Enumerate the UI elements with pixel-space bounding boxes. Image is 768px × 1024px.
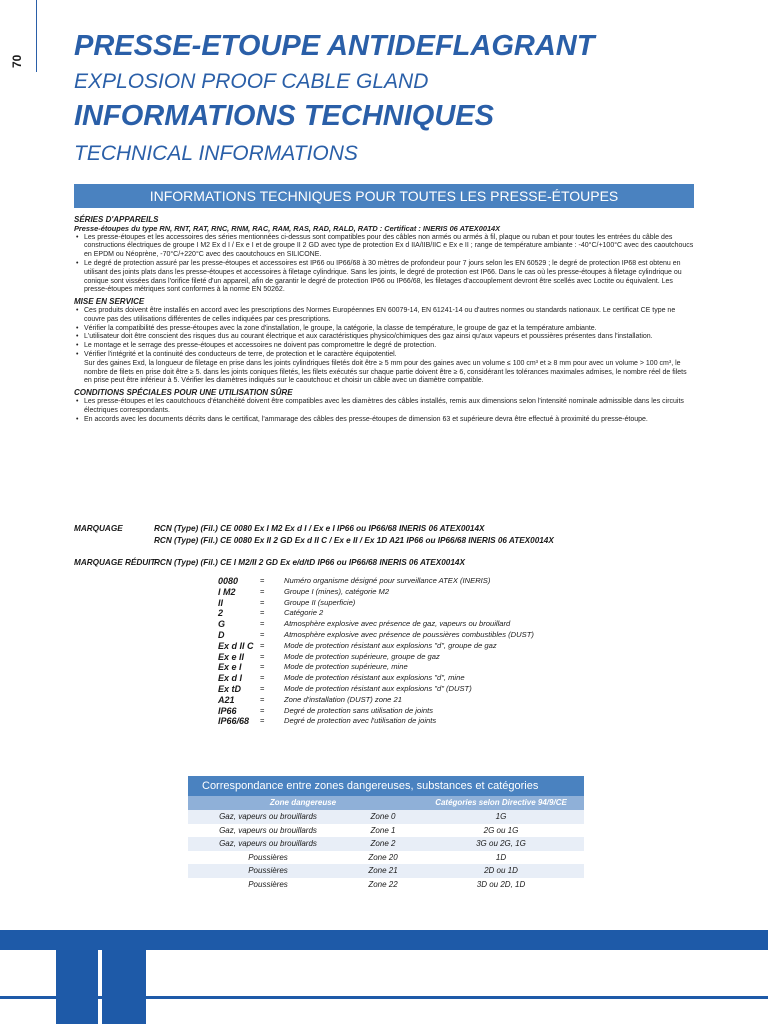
cell-category: 2G ou 1G xyxy=(483,825,519,835)
marquage-label: MARQUAGE xyxy=(74,524,123,533)
legend-code: IP66 xyxy=(218,705,237,716)
legend-equals: = xyxy=(260,586,265,596)
header-categories: Catégories selon Directive 94/9/CE xyxy=(435,798,567,807)
cell-substance: Poussières xyxy=(248,866,288,875)
legend-description: Mode de protection résistant aux explosions "d", mine xyxy=(284,673,465,683)
table-row xyxy=(188,851,584,865)
legend-code: I M2 xyxy=(218,586,236,597)
legend-equals: = xyxy=(260,683,265,693)
series-heading: SÉRIES D'APPAREILS xyxy=(74,215,159,224)
table-title: Correspondance entre zones dangereuses, substances et catégories xyxy=(188,776,584,796)
list-item: • Les presse-étoupes et les accessoires des séries mentionnées ci-dessus sont compatibles pour des câbles non armés ou armés à fil, plaque ou ruban et pour toutes les entrées du câble des constructions électriques de groupe I M2 Ex d I / Ex e I et de groupe II 2 GD avec type de protection Ex d IIA/IIB/IIC e Ex e II ; range de température ambiante : -40°C/+100°C avec des caoutchoucs en EPDM ou Néoprène, -70°C/+220°C avec des caoutchoucs en SILICONE. xyxy=(74,234,696,260)
subtitle-fr: INFORMATIONS TECHNIQUES xyxy=(74,100,494,132)
table-row xyxy=(188,810,584,824)
cell-category: 3G ou 2G, 1G xyxy=(476,839,526,848)
list-item: • Vérifier la compatibilité des presse-étoupes avec la zone d'installation, le groupe, la catégorie, la classe de température, le groupe de gaz et la température ambiante. xyxy=(74,325,696,334)
legend-description: Degré de protection sans utilisation de joints xyxy=(284,705,434,715)
legend-equals: = xyxy=(260,673,265,683)
cell-category: 2D ou 1D xyxy=(484,866,518,875)
cell-zone: Zone 20 xyxy=(368,852,398,862)
footer-separator xyxy=(98,950,102,1024)
legend-code: Ex d I xyxy=(218,673,243,684)
table-row xyxy=(188,864,584,878)
legend-equals: = xyxy=(260,576,265,585)
legend-code: A21 xyxy=(218,694,235,705)
legend-description: Zone d'installation (DUST) zone 21 xyxy=(284,694,402,704)
title-en: EXPLOSION PROOF CABLE GLAND xyxy=(74,70,429,93)
header-rule xyxy=(36,0,37,72)
table-row xyxy=(188,837,584,851)
legend-equals: = xyxy=(260,651,265,661)
cell-category: 3D ou 2D, 1D xyxy=(476,879,526,889)
legend-code: 0080 xyxy=(218,576,239,586)
cell-zone: Zone 22 xyxy=(368,879,398,889)
marquage-reduit-line: RCN (Type) (Fil.) CE I M2/II 2 GD Ex e/d/tD IP66 ou IP66/68 INERIS 06 ATEX0014X xyxy=(154,558,465,567)
footer-band xyxy=(0,930,768,950)
legend-equals: = xyxy=(260,640,265,650)
list-item: • Vérifier l'intégrité et la continuité des conducteurs de terre, de protection et le caractère équipotentiel. xyxy=(74,351,696,360)
cell-substance: Gaz, vapeurs ou brouillards xyxy=(219,812,317,821)
legend-row xyxy=(218,619,534,630)
legend-row xyxy=(218,630,534,641)
legend-equals: = xyxy=(260,629,265,639)
legend-description: Mode de protection résistant aux explosions "d" (DUST) xyxy=(284,683,472,693)
legend-row xyxy=(218,608,534,619)
cell-zone: Zone 2 xyxy=(370,839,396,848)
legend-description: Groupe I (mines), catégorie M2 xyxy=(284,586,390,596)
title-fr: PRESSE-ETOUPE ANTIDEFLAGRANT xyxy=(74,30,595,62)
conditions-heading: CONDITIONS SPÉCIALES POUR UNE UTILISATION SÛRE xyxy=(74,388,293,398)
legend-row xyxy=(218,576,534,587)
legend-code: D xyxy=(218,629,225,640)
legend-row xyxy=(218,587,534,598)
legend-description: Atmosphère explosive avec présence de poussières combustibles (DUST) xyxy=(284,629,534,639)
legend-row xyxy=(218,598,534,609)
legend-row xyxy=(218,641,534,652)
section-banner: INFORMATIONS TECHNIQUES POUR TOUTES LES PRESSE-ÉTOUPES xyxy=(74,184,694,208)
marking-legend xyxy=(218,576,534,727)
legend-equals: = xyxy=(260,705,265,715)
body-text xyxy=(74,216,696,424)
legend-equals: = xyxy=(260,619,265,629)
marquage-reduit-label: MARQUAGE RÉDUIT xyxy=(74,558,156,567)
list-item: • En accords avec les documents décrits dans le certificat, l'ammarage des câbles des presse-étoupes de dimension 63 et supérieure devra être effectué à proximité du presse-étoupe. xyxy=(74,416,696,425)
conditions-list xyxy=(74,398,696,424)
legend-code: Ex d II C xyxy=(218,640,254,651)
legend-description: Catégorie 2 xyxy=(284,608,324,618)
cell-category: 1G xyxy=(495,812,507,821)
legend-description: Atmosphère explosive avec présence de gaz, vapeurs ou brouillard xyxy=(284,619,511,629)
series-list xyxy=(74,234,696,296)
cell-substance: Gaz, vapeurs ou brouillards xyxy=(219,825,317,835)
list-item: • L'utilisateur doit être conscient des risques dus au courant électrique et aux caractéristiques physico/chimiques des gaz ainsi qu'aux vapeurs et poussières présentes dans l'installation. xyxy=(74,333,696,342)
list-item: • Le montage et le serrage des presse-étoupes et accessoires ne doivent pas compromettre le degré de protection. xyxy=(74,342,696,351)
marquage-line-2: RCN (Type) (Fil.) CE 0080 Ex II 2 GD Ex d II C / Ex e II / Ex 1D A21 IP66 ou IP66/68 INERIS 06 ATEX0014X xyxy=(154,536,554,545)
legend-description: Mode de protection résistant aux explosions "d", groupe de gaz xyxy=(284,640,497,650)
legend-code: 2 xyxy=(218,608,224,619)
page-number: 70 xyxy=(10,54,24,68)
legend-code: Ex tD xyxy=(218,683,242,694)
legend-code: Ex e I xyxy=(218,662,242,673)
list-item: • Ces produits doivent être installés en accord avec les prescriptions des Normes Européennes EN 60079-14, EN 61241-14 ou d'autres normes ou standards nationaux. Le certificat CE type ne couvre pas des utilisations différentes de celles indiquées par ces prescriptions. xyxy=(74,307,696,325)
legend-row xyxy=(218,706,534,717)
cell-zone: Zone 0 xyxy=(370,812,396,821)
legend-row xyxy=(218,673,534,684)
marquage-line-1: RCN (Type) (Fil.) CE 0080 Ex I M2 Ex d I / Ex e I IP66 ou IP66/68 INERIS 06 ATEX0014X xyxy=(154,524,485,533)
series-subheading: Presse-étoupes du type RN, RNT, RAT, RNC, RNM, RAC, RAM, RAS, RAD, RALD, RATD : Certificat : INERIS 06 ATEX0014X xyxy=(74,223,501,233)
legend-equals: = xyxy=(260,597,265,607)
list-item: Sur des gaines Exd, la longueur de filetage en prise dans les joints cylindriques filetés doit être ≥ 5 mm pour des gaines avec un volume ≤ 100 cm³ et ≥ 8 mm pour avec un volume > 100 cm³, le nombre de filets en prise doit être ≥ 5. dans les joints coniques filetés, les filets exécutés sur chaque partie doivent être ≥ 6, considérant les tolérances maximales admises, le nombre réel de filets en prise peut être inférieur à 5. Vérifier les diamètres indiqués sur le caoutchouc et choisir un câble avec un diamètre compatible. xyxy=(84,359,687,385)
legend-row xyxy=(218,662,534,673)
legend-equals: = xyxy=(260,694,265,704)
legend-equals: = xyxy=(260,662,265,672)
legend-row xyxy=(218,684,534,695)
zones-table xyxy=(188,776,584,891)
header-zone: Zone dangereuse xyxy=(269,798,337,807)
legend-description: Mode de protection supérieure, mine xyxy=(284,662,408,672)
table-row xyxy=(188,878,584,892)
cell-substance: Gaz, vapeurs ou brouillards xyxy=(219,839,317,848)
legend-row xyxy=(218,695,534,706)
cell-zone: Zone 1 xyxy=(370,825,396,835)
legend-equals: = xyxy=(260,608,265,618)
table-row xyxy=(188,824,584,838)
legend-row xyxy=(218,716,534,727)
list-item: • Les presse-étoupes et les caoutchoucs d'étanchéité doivent être compatibles avec les diamètres des câbles installés, remis aux dimensions selon l'intensité nominale admissible dans les circuits électriques correspondants. xyxy=(74,398,696,416)
legend-row xyxy=(218,652,534,663)
legend-description: Groupe II (superficie) xyxy=(284,597,356,607)
legend-code: G xyxy=(218,619,226,630)
service-heading: MISE EN SERVICE xyxy=(74,297,145,307)
legend-code: Ex e II xyxy=(218,651,245,662)
legend-description: Degré de protection avec l'utilisation de joints xyxy=(284,716,437,726)
table-body xyxy=(188,810,584,891)
cell-zone: Zone 21 xyxy=(368,866,398,875)
cell-substance: Poussières xyxy=(248,852,288,862)
service-list xyxy=(74,307,696,386)
cell-substance: Poussières xyxy=(248,879,288,889)
table-header xyxy=(188,796,584,810)
legend-description: Mode de protection supérieure, groupe de gaz xyxy=(284,651,440,661)
legend-code: IP66/68 xyxy=(218,716,250,727)
subtitle-en: TECHNICAL INFORMATIONS xyxy=(74,142,358,165)
legend-description: Numéro organisme désigné pour surveillance ATEX (INERIS) xyxy=(284,576,491,585)
list-item: • Le degré de protection assuré par les presse-étoupes et accessoires est IP66 ou IP66/68 à 30 mètres de profondeur pour 7 jours selon les EN 60529 ; le degré de protection IP68 est obtenu en utilisant des joints plats dans les presse-étoupes et accessoires à filetage cylindrique. Sans les joints, le degré de protection est IP66. Dans le cas où les presse-étoupes à filetage cylindrique ou conique sont vissées dans l'orifice fileté d'un appareil, afin de garantir le degré de protection IP66 ou IP66/68, les filetages d'accouplement devront être scellés avec Loctite ou équivalent. Les presse-étoupes métriques sont conformes à la norme EN 50262. xyxy=(74,260,696,295)
legend-code: II xyxy=(218,597,224,608)
cell-category: 1D xyxy=(495,852,507,862)
footer-line xyxy=(0,996,768,999)
legend-equals: = xyxy=(260,716,265,726)
